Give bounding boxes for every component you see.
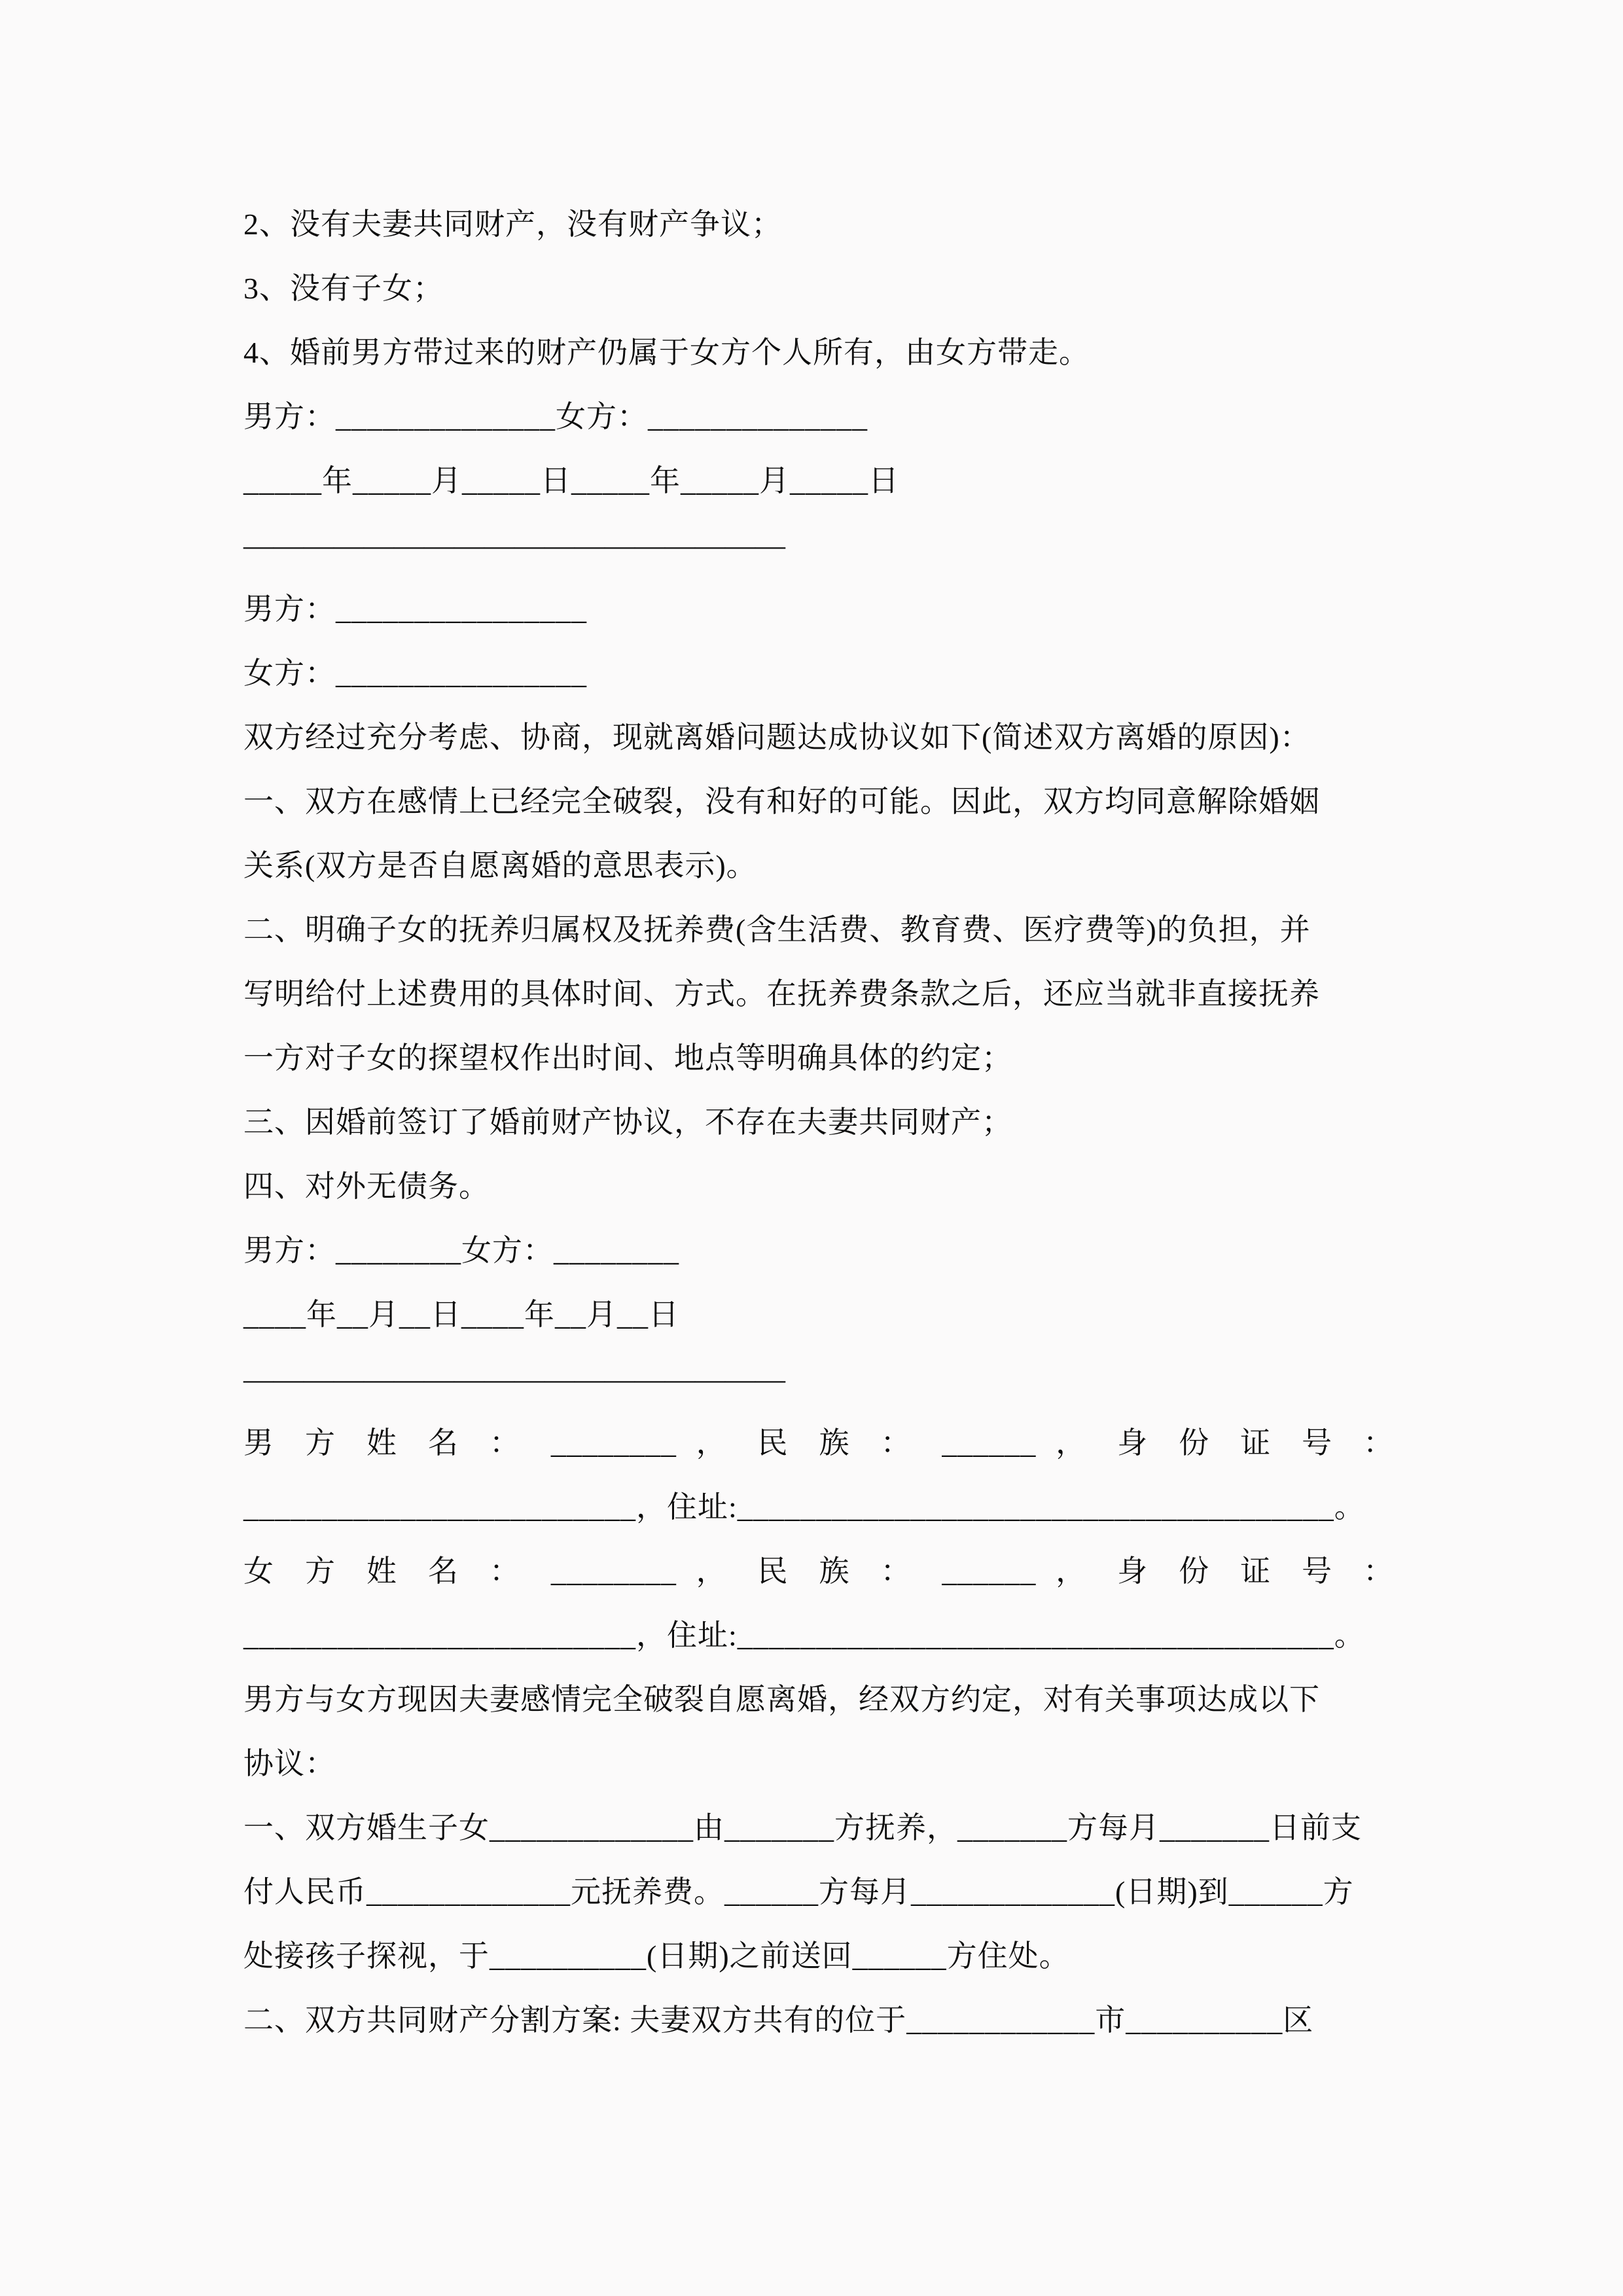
text-line-item2: 2、没有夫妻共同财产，没有财产争议； xyxy=(243,207,782,241)
text-line-custody-c: 处接孩子探视，于__________(日期)之前送回______方住处。 xyxy=(243,1939,1070,1973)
date-line-short: ____年__月__日____年__月__日 xyxy=(243,1298,679,1331)
divider-line: —————————————————— xyxy=(243,1362,785,1395)
text-line-clause2c: 一方对子女的探望权作出时间、地点等明确具体的约定； xyxy=(243,1041,1012,1075)
text-line-clause3: 三、因婚前签订了婚前财产协议，不存在夫妻共同财产； xyxy=(243,1105,1012,1139)
text-line-item3: 3、没有子女； xyxy=(243,272,444,305)
text-line-preamble: 双方经过充分考虑、协商，现就离婚问题达成协议如下(简述双方离婚的原因)： xyxy=(243,721,1311,754)
signature-line-husband-wife: 男方：______________女方：______________ xyxy=(243,400,868,433)
text-line-agreement-label: 协议： xyxy=(243,1747,336,1780)
text-line-clause2b: 写明给付上述费用的具体时间、方式。在抚养费条款之后，还应当就非直接抚养 xyxy=(243,977,1320,1011)
text-line-clause1a: 一、双方在感情上已经完全破裂，没有和好的可能。因此，双方均同意解除婚姻 xyxy=(243,785,1320,818)
text-line-clause4: 四、对外无债务。 xyxy=(243,1170,490,1203)
signature-line-husband: 男方：________________ xyxy=(243,592,587,626)
text-line-husband-address: _________________________，住址:______________________________________。 xyxy=(243,1490,1365,1524)
text-line-clause2a: 二、明确子女的抚养归属权及抚养费(含生活费、教育费、医疗费等)的负担，并 xyxy=(243,913,1311,946)
text-line-property-division: 二、双方共同财产分割方案: 夫妻双方共有的位于____________市__________区 xyxy=(243,2003,1314,2037)
signature-line-husband-wife-short: 男方：________女方：________ xyxy=(243,1234,679,1267)
text-line-husband-name-id: 男 方 姓 名 ： ________ ， 民 族 ： ______ ， 身 份 证 号 ： xyxy=(243,1426,1394,1460)
text-line-custody-a: 一、双方婚生子女_____________由_______方抚养，_______方每月_______日前支 xyxy=(243,1811,1362,1844)
date-line: _____年_____月_____日_____年_____月_____日 xyxy=(243,464,899,497)
text-line-agreement-intro: 男方与女方现因夫妻感情完全破裂自愿离婚，经双方约定，对有关事项达成以下 xyxy=(243,1683,1320,1716)
text-line-wife-address: _________________________，住址:______________________________________。 xyxy=(243,1619,1365,1652)
text-line-wife-name-id: 女 方 姓 名 ： ________ ， 民 族 ： ______ ， 身 份 证 号 ： xyxy=(243,1554,1394,1588)
text-line-custody-b: 付人民币_____________元抚养费。______方每月_____________(日期)到______方 xyxy=(243,1875,1354,1909)
signature-line-wife: 女方：________________ xyxy=(243,656,587,690)
text-line-item4: 4、婚前男方带过来的财产仍属于女方个人所有，由女方带走。 xyxy=(243,336,1090,369)
divider-line: —————————————————— xyxy=(243,528,785,562)
text-line-clause1b: 关系(双方是否自愿离婚的意思表示)。 xyxy=(243,849,757,882)
